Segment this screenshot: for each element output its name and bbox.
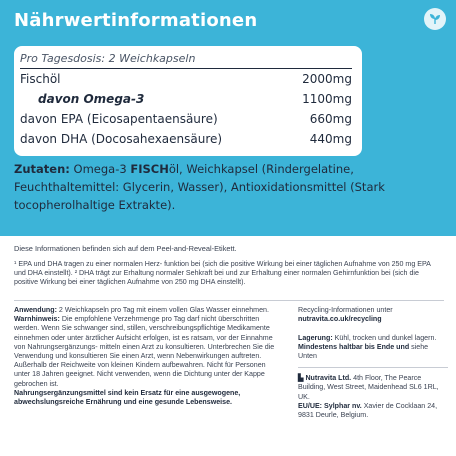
storage-text: Kühl, trocken und dunkel lagern. bbox=[332, 333, 437, 342]
company-address: 4th Floor, The Pearce Building, West Street, Maidenhead SL6 1RL, UK. bbox=[298, 374, 439, 401]
closing-statement: Nahrungsergänzungsmittel sind kein Ersatz für eine ausgewogene, abwechslungsreiche Ernährung und eine gesunde Lebensweise. bbox=[14, 388, 241, 407]
table-row bbox=[20, 72, 352, 90]
storage-tail: siehe Unten bbox=[298, 342, 429, 361]
leaf-icon bbox=[424, 8, 446, 30]
usage-section bbox=[14, 306, 282, 407]
row-value: 660mg bbox=[309, 112, 352, 126]
row-label: davon Omega-3 bbox=[38, 92, 145, 106]
factory-icon: ▙ bbox=[298, 374, 306, 383]
eu-label: EU/UE: Sylphar nv. bbox=[298, 401, 362, 410]
warnings-text: Die empfohlene Verzehrmenge pro Tag darf nicht überschritten werden. Wenn Sie schwanger sind, stillen, verschreibungspflichtige Medikamente einnehmen oder unter ärztlicher Aufsicht erfolgen, ist es ratsam, vor der Einnahme von Nahrungsergänzungs- mitteln einen Arzt zu konsultieren. Unterbrechen Sie die Verwendung und konsultieren Sie einen Arzt, wenn Nebenwirkungen auftreten. Außerhalb der Reichweite von kleinen Kindern aufbewahren. Nicht für Personen unter 18 Jahren geeignet. Nicht verwenden, wenn die Dichtung unter der Kappe gebrochen ist. bbox=[14, 315, 275, 388]
peel-note: Diese Informationen befinden sich auf dem Peel-and-Reveal-Etikett. bbox=[14, 244, 237, 253]
warnings-label: Warnhinweis: bbox=[14, 315, 60, 324]
row-label: davon DHA (Docosahexaensäure) bbox=[20, 132, 223, 146]
ingredients bbox=[14, 160, 444, 214]
row-value: 2000mg bbox=[302, 72, 352, 86]
company-name: Nutravita Ltd. bbox=[305, 374, 352, 383]
row-label: Fischöl bbox=[20, 72, 61, 86]
divider bbox=[14, 300, 444, 301]
recycling-text: Recycling-Informationen unter bbox=[298, 306, 393, 314]
ingredients-allergen: FISCH bbox=[130, 162, 169, 176]
recycling-link[interactable]: nutravita.co.uk/recycling bbox=[298, 315, 382, 324]
dose-label: Pro Tagesdosis: 2 Weichkapseln bbox=[20, 52, 196, 65]
table-row bbox=[20, 92, 352, 110]
divider bbox=[298, 367, 448, 368]
row-value: 1100mg bbox=[302, 92, 352, 106]
company-section bbox=[298, 306, 448, 420]
eu-address: Xavier de Cocklaan 24, 9831 Deurle, Belgium. bbox=[298, 401, 438, 420]
ingredients-text-2: öl, Weichkapsel (Rindergelatine, Feuchthaltemittel: Glycerin, Wasser), Antioxidationsmittel (Stark tocopherolhaltige Extrakte). bbox=[14, 162, 385, 212]
usage-text: 2 Weichkapseln pro Tag mit einem vollen Glas Wasser einnehmen. bbox=[56, 306, 269, 314]
ingredients-text-1: Omega-3 bbox=[69, 162, 131, 176]
storage-label: Lagerung: bbox=[298, 333, 333, 342]
row-value: 440mg bbox=[309, 132, 352, 146]
table-row bbox=[20, 112, 352, 130]
table-divider bbox=[20, 68, 352, 69]
ingredients-label: Zutaten: bbox=[14, 162, 70, 176]
footnote: ¹ EPA und DHA tragen zu einer normalen Herz- funktion bei (sich die positive Wirkung bei einer täglichen Aufnahme von 250 mg EPA und DHA einstellt). ² DHA trägt zur Erhaltung normaler Sehkraft bei und zur Erhaltung einer normalen Gehirnfunktion bei (sich die positive Wirkung bei einer täglichen Aufnahme von 250 mg DHA einstellt). bbox=[14, 260, 431, 286]
nutrition-table bbox=[14, 46, 362, 156]
page-title: Nährwertinformationen bbox=[14, 10, 258, 31]
storage-bold: Mindestens haltbar bis Ende und bbox=[298, 342, 410, 351]
usage-label: Anwendung: bbox=[14, 306, 57, 314]
row-label: davon EPA (Eicosapentaensäure) bbox=[20, 112, 218, 126]
table-row bbox=[20, 132, 352, 150]
